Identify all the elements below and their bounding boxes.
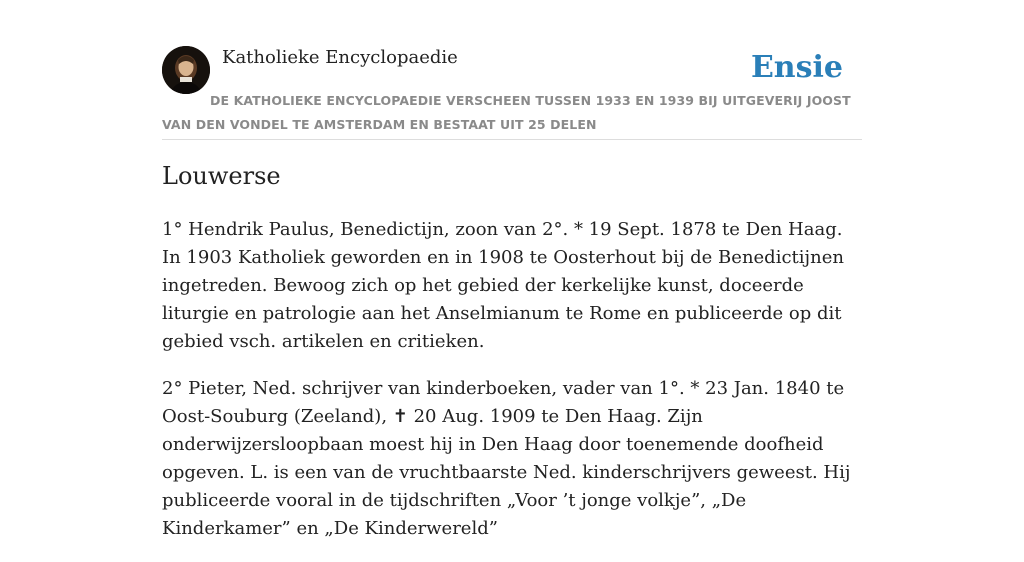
entry-title: Louwerse xyxy=(162,162,281,190)
avatar[interactable] xyxy=(162,46,210,94)
portrait-icon xyxy=(162,46,210,94)
header-divider xyxy=(162,139,862,140)
entry-body xyxy=(162,216,862,562)
site-title[interactable]: Katholieke Encyclopaedie xyxy=(222,47,458,68)
brand-logo[interactable]: Ensie xyxy=(750,50,843,85)
entry-paragraph: 2° Pieter, Ned. schrijver van kinderboeken, vader van 1°. * 23 Jan. 1840 te Oost-Souburg (Zeeland), ✝ 20 Aug. 1909 te Den Haag. Zijn onderwijzersloopbaan moest hij in Den Haag door toenemende doofheid opgeven. L. is een van de vruchtbaarste Ned. kinderschrijvers geweest. Hij publiceerde vooral in de tijdschriften „Voor ’t jonge volkje”, „De Kinderkamer” en „De Kinderwereld” xyxy=(162,378,851,539)
entry-paragraph: 1° Hendrik Paulus, Benedictijn, zoon van 2°. * 19 Sept. 1878 te Den Haag. In 1903 Katholiek geworden en in 1908 te Oosterhout bij de Benedictijnen ingetreden. Bewoog zich op het gebied der kerkelijke kunst, doceerde liturgie en patrologie aan het Anselmianum te Rome en publiceerde op dit gebied vsch. artikelen en critieken. xyxy=(162,219,844,352)
site-tagline: DE KATHOLIEKE ENCYCLOPAEDIE VERSCHEEN TUSSEN 1933 EN 1939 BIJ UITGEVERIJ JOOST VAN DEN VONDEL TE AMSTERDAM EN BESTAAT UIT 25 DELEN xyxy=(162,93,851,132)
